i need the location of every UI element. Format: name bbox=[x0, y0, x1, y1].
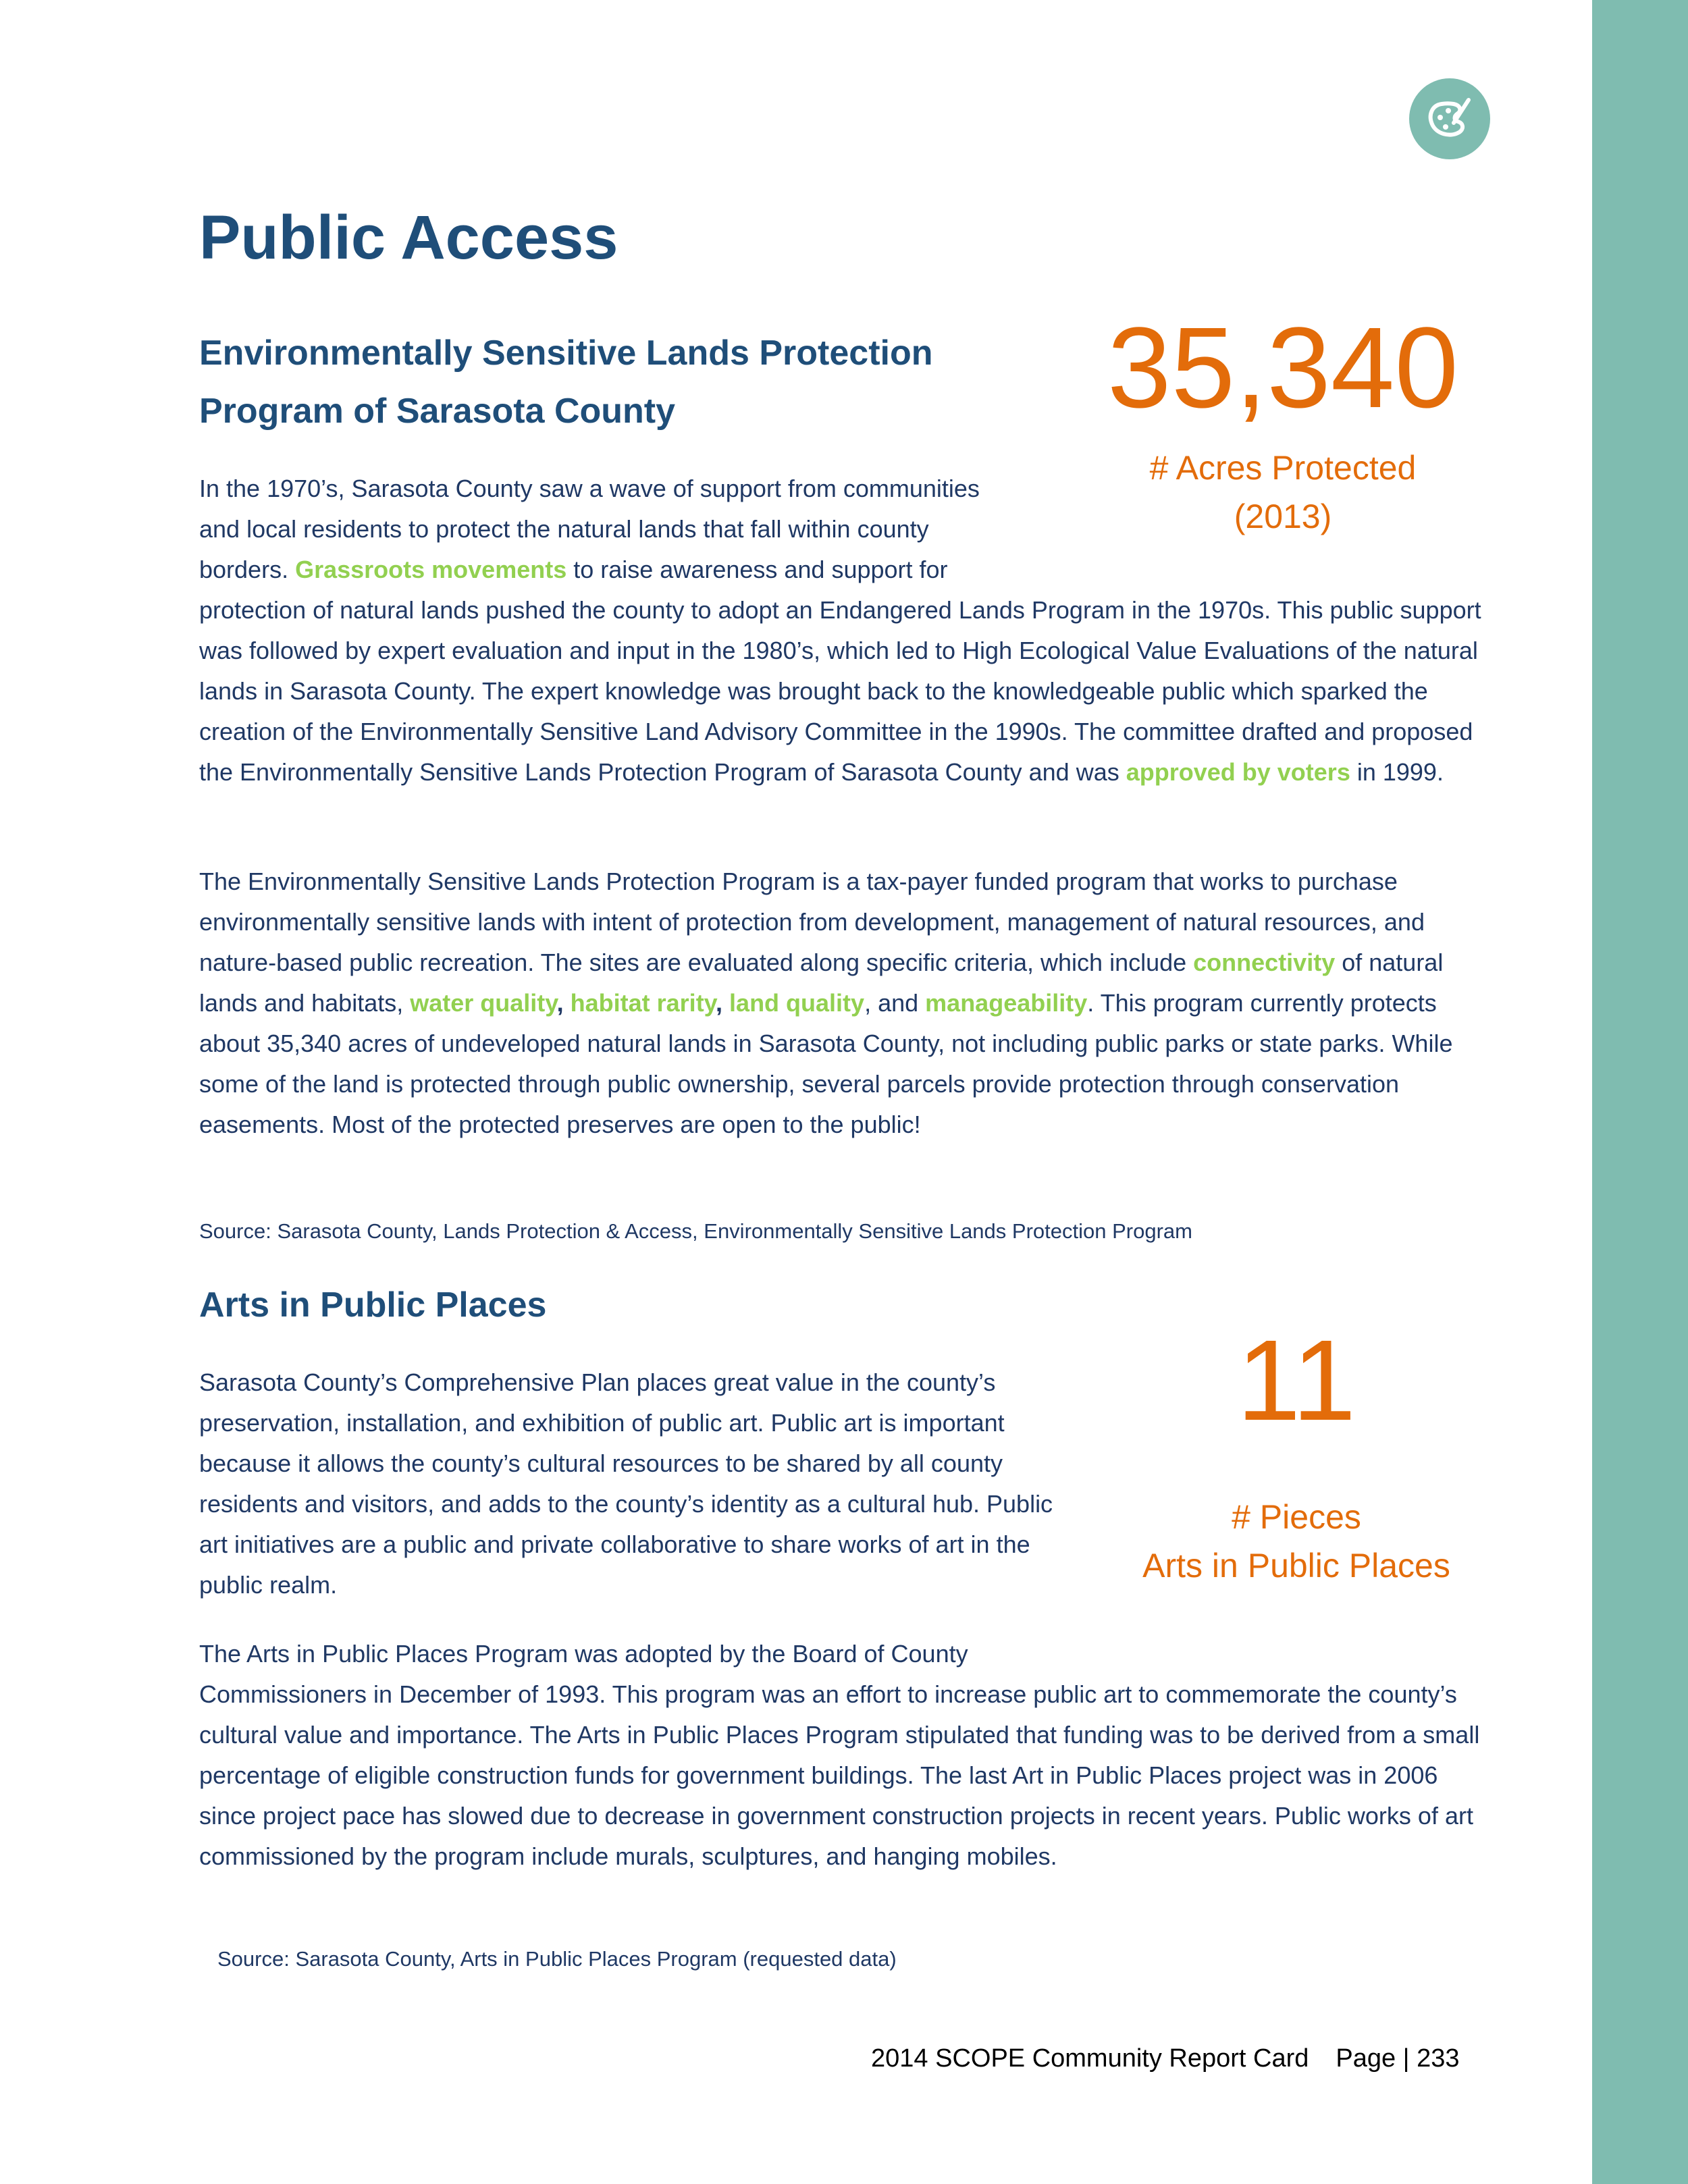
stat-pieces-value: 11 bbox=[1236, 1316, 1356, 1445]
arts-paragraph-2 bbox=[199, 1634, 1496, 1877]
page-footer bbox=[871, 2044, 1460, 2073]
esl-source: Source: Sarasota County, Lands Protection & Access, Environmentally Sensitive Lands Protection Program bbox=[199, 1219, 1192, 1243]
arts-paragraph-1: Sarasota County’s Comprehensive Plan places great value in the county’s preservation, installation, and exhibition of public art. Public art is important because it allows the county’s cultural resources to be shared by all county residents and visitors, and adds to the county’s identity as a cultural hub. Public art initiatives are a public and private collaborative to share works of art in the public realm. bbox=[199, 1368, 1053, 1599]
highlight-grassroots: Grassroots movements bbox=[295, 556, 567, 583]
esl-paragraph-1 bbox=[199, 469, 1496, 793]
footer-report-title: 2014 SCOPE Community Report Card bbox=[871, 2044, 1309, 2073]
footer-page-number: Page | 233 bbox=[1336, 2044, 1460, 2073]
stat-pieces-label bbox=[1107, 1493, 1485, 1590]
section-title-line: Program of Sarasota County bbox=[199, 392, 676, 431]
section-title-line: Environmentally Sensitive Lands Protection bbox=[199, 334, 933, 373]
highlight-connectivity: connectivity bbox=[1193, 949, 1336, 976]
section-title-arts: Arts in Public Places bbox=[199, 1285, 547, 1325]
right-accent-bar bbox=[1592, 0, 1688, 2184]
text-run: in 1999. bbox=[1350, 758, 1444, 786]
text-run: , bbox=[556, 989, 571, 1017]
stat-label-line: # Acres Protected bbox=[1149, 449, 1417, 487]
page-title: Public Access bbox=[199, 203, 618, 272]
text-run: The Environmentally Sensitive Lands Protection Program is a tax-payer funded program that works to purchase environmentally sensitive lands with intent of protection from development, management of natural resources, and nature-based public recreation. The sites are evaluated along specific criteria, which include bbox=[199, 868, 1425, 976]
highlight-land-quality: land quality bbox=[729, 989, 865, 1017]
text-run: , bbox=[716, 989, 730, 1017]
stat-label-line: (2013) bbox=[1234, 498, 1332, 535]
text-line: and local residents to protect the natural lands that fall within county bbox=[199, 515, 929, 543]
stat-label-line: Arts in Public Places bbox=[1142, 1547, 1450, 1584]
text-line: In the 1970’s, Sarasota County saw a wave of support from communities bbox=[199, 475, 980, 502]
text-run: of natural lands and habitats, bbox=[199, 949, 1444, 1017]
text-line: borders. bbox=[199, 556, 296, 583]
stat-acres-value: 35,340 bbox=[1107, 304, 1458, 432]
text-line: The Arts in Public Places Program was adopted by the Board of County bbox=[199, 1640, 968, 1668]
text-run: . This program currently protects about 35,340 acres of undeveloped natural lands in Sarasota County, not including public parks or state parks. While some of the land is protected through public ownership, several parcels provide protection through conservation easements. Most of the protected preserves are open to the public! bbox=[199, 989, 1453, 1138]
highlight-habitat-rarity: habitat rarity bbox=[570, 989, 716, 1017]
text-line: to raise awareness and support for bbox=[566, 556, 948, 583]
highlight-approved-by-voters: approved by voters bbox=[1126, 758, 1350, 786]
text-run: , and bbox=[864, 989, 926, 1017]
stat-label-line: # Pieces bbox=[1232, 1498, 1361, 1536]
arts-palette-icon bbox=[1409, 78, 1490, 159]
text-run: Commissioners in December of 1993. This program was an effort to increase public art to commemorate the county’s cultural value and importance. The Arts in Public Places Program stipulated that funding was to be derived from a small percentage of eligible construction funds for government buildings. The last Art in Public Places project was in 2006 since project pace has slowed due to decrease in government construction projects in recent years. Public works of art commissioned by the program include murals, sculptures, and hanging mobiles. bbox=[199, 1680, 1480, 1870]
arts-source: Source: Sarasota County, Arts in Public Places Program (requested data) bbox=[217, 1947, 897, 1971]
highlight-water-quality: water quality bbox=[410, 989, 557, 1017]
text-run: protection of natural lands pushed the county to adopt an Endangered Lands Program in the 1970s. This public support was followed by expert evaluation and input in the 1980’s, which led to High Ecological Value Evaluations of the natural lands in Sarasota County. The expert knowledge was brought back to the knowledgeable public which sparked the creation of the Environmentally Sensitive Land Advisory Committee in the 1990s. The committee drafted and proposed the Environmentally Sensitive Lands Protection Program of Sarasota County and was bbox=[199, 596, 1481, 786]
esl-paragraph-2 bbox=[199, 861, 1496, 1145]
highlight-manageability: manageability bbox=[925, 989, 1088, 1017]
section-title-esl bbox=[199, 324, 933, 440]
